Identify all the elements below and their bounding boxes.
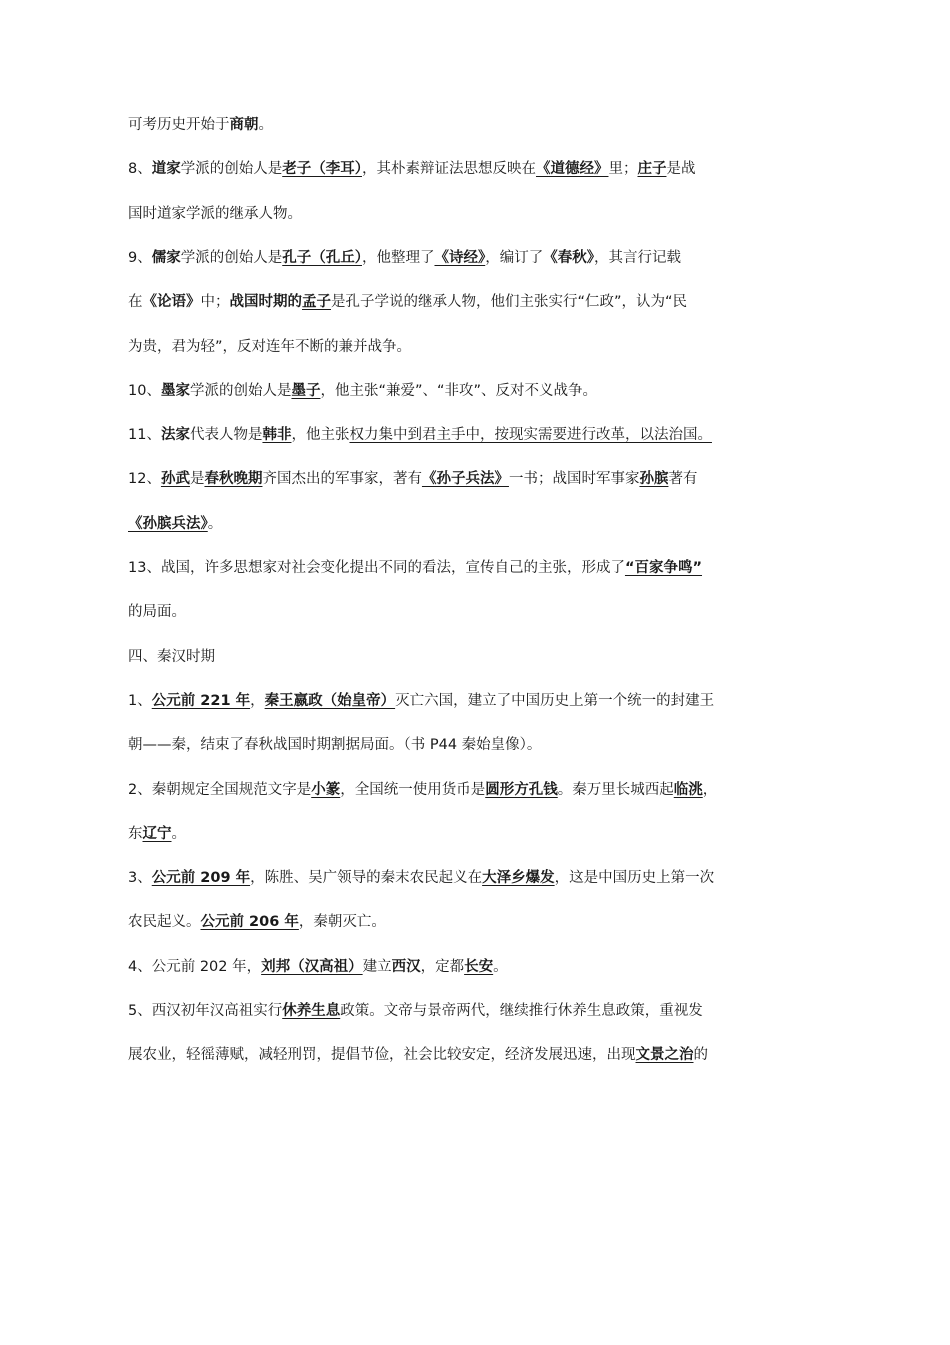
text-run: 学派的创始人是 xyxy=(180,161,283,178)
text-line xyxy=(128,291,728,313)
text-run: 休养生息 xyxy=(282,1003,341,1019)
text-run: 的局面。 xyxy=(128,604,186,621)
text-run: ，他整理了 xyxy=(361,249,435,266)
text-run: ， xyxy=(250,692,265,709)
text-line xyxy=(128,336,728,358)
text-run: ，其朴素辩证法思想反映在 xyxy=(361,161,536,178)
text-line xyxy=(128,424,728,446)
text-line xyxy=(128,601,728,623)
text-run: 是战 xyxy=(666,161,696,178)
text-run: 12、 xyxy=(128,471,161,488)
text-run: 孔子（孔丘） xyxy=(282,249,362,266)
text-run: 小篆 xyxy=(311,781,341,798)
text-run: 孙武 xyxy=(160,471,190,488)
text-run: 4、公元前 202 年， xyxy=(128,958,262,975)
text-run: 秦王嬴政（始皇帝） xyxy=(264,692,396,709)
text-run: ，编订了 xyxy=(485,249,544,266)
text-line xyxy=(128,114,728,136)
text-run: ， xyxy=(702,781,718,798)
text-run: ，他主张 xyxy=(291,427,350,444)
text-line xyxy=(128,779,728,801)
text-line xyxy=(128,734,728,756)
text-run: 圆形方孔钱 xyxy=(485,781,558,798)
text-run: 里； xyxy=(608,161,638,178)
text-run: 。 xyxy=(493,958,508,975)
text-run: ，他主张“兼爱”、“非攻”、反对不义战争。 xyxy=(320,382,597,399)
text-run: 齐国杰出的军事家，著有 xyxy=(262,471,422,488)
text-run: 。 xyxy=(207,515,223,532)
text-line xyxy=(128,823,728,845)
text-run: 墨子 xyxy=(291,382,321,399)
text-run: 5、西汉初年汉高祖实行 xyxy=(128,1003,283,1019)
text-run: 儒家 xyxy=(151,249,181,266)
text-run: 庄子 xyxy=(637,161,667,178)
text-run: 大泽乡爆发 xyxy=(482,870,555,887)
text-run: 的 xyxy=(693,1047,708,1064)
text-run: 西汉 xyxy=(391,958,421,975)
text-run: 战国时期的 xyxy=(229,294,302,311)
text-run: 公元前 209 年 xyxy=(151,870,251,887)
text-run: 学派的创始人是 xyxy=(180,249,283,266)
text-run: 临洮 xyxy=(673,781,703,798)
text-line xyxy=(128,158,728,180)
text-run: 展农业，轻徭薄赋，减轻刑罚，提倡节俭，社会比较安定，经济发展迅速，出现 xyxy=(128,1047,636,1064)
text-line xyxy=(128,247,728,269)
text-run: 韩非 xyxy=(262,427,292,444)
text-run: 孟子 xyxy=(302,294,331,311)
text-line xyxy=(128,557,728,579)
text-line xyxy=(128,1044,728,1066)
text-run: 2、秦朝规定全国规范文字是 xyxy=(128,781,312,798)
text-run: 建立 xyxy=(362,958,392,975)
text-run: 孙膑 xyxy=(639,471,669,488)
text-line xyxy=(128,867,728,889)
text-run: 朝——秦，结束了春秋战国时期割据局面。（书 P44 秦始皇像）。 xyxy=(128,737,542,754)
text-run: 3、 xyxy=(128,870,152,887)
text-run: 辽宁 xyxy=(142,825,172,842)
text-line xyxy=(128,203,728,225)
text-run: 可考历史开始于 xyxy=(128,117,230,133)
text-run: ，陈胜、吴广领导的秦末农民起义在 xyxy=(250,870,483,887)
text-run: ，全国统一使用货币是 xyxy=(340,781,486,798)
text-run: 农民起义。 xyxy=(128,914,201,931)
text-run: 公元前 221 年 xyxy=(151,692,251,709)
text-run: 四、秦汉时期 xyxy=(128,648,215,665)
text-run: 8、 xyxy=(128,161,152,178)
text-run: 权力集中到君主手中，按现实需要进行改革，以法治国。 xyxy=(349,427,712,444)
text-run: 《孙子兵法》 xyxy=(421,471,509,488)
text-run: 道家 xyxy=(151,161,181,178)
text-run: 老子（李耳） xyxy=(282,161,362,178)
text-run: ，定都 xyxy=(420,958,465,975)
text-run: 法家 xyxy=(160,427,190,444)
text-run: 刘邦（汉高祖） xyxy=(261,958,363,975)
text-run: 1、 xyxy=(128,692,152,709)
text-run: 公元前 206 年 xyxy=(200,914,299,931)
text-line xyxy=(128,646,728,668)
text-run: 《道德经》 xyxy=(535,161,609,178)
text-run: 为贵，君为轻”，反对连年不断的兼并战争。 xyxy=(128,338,412,355)
text-run: 一书；战国时军事家 xyxy=(508,471,640,488)
text-run: 《孙膑兵法》 xyxy=(128,515,208,532)
text-run: 著有 xyxy=(668,471,698,488)
text-run: ，秦朝灭亡。 xyxy=(298,914,386,931)
text-run: 9、 xyxy=(128,249,152,266)
text-run: 灭亡六国，建立了中国历史上第一个统一的封建王 xyxy=(395,692,715,709)
text-run: 国时道家学派的继承人物。 xyxy=(128,205,302,222)
text-run: 13、战国，许多思想家对社会变化提出不同的看法，宣传自己的主张，形成了 xyxy=(128,560,625,576)
text-run: 文景之治 xyxy=(635,1047,694,1064)
text-run: 长安 xyxy=(464,958,494,975)
text-run: 11、 xyxy=(128,427,161,444)
text-run: 东 xyxy=(128,825,143,842)
text-line xyxy=(128,911,728,933)
text-run: 商朝 xyxy=(229,117,259,133)
text-run: 在 xyxy=(128,294,143,311)
text-line xyxy=(128,1000,728,1022)
text-line xyxy=(128,690,728,712)
text-run: 中； xyxy=(200,294,230,311)
text-line xyxy=(128,956,728,978)
text-run: “百家争鸣” xyxy=(624,560,703,576)
text-run: 《诗经》 xyxy=(434,249,486,266)
text-run: 。 xyxy=(258,117,273,133)
text-run: 代表人物是 xyxy=(189,427,263,444)
text-run: 学派的创始人是 xyxy=(189,382,292,399)
text-run: 10、 xyxy=(128,382,161,399)
text-run: 政策。文帝与景帝两代，继续推行休养生息政策，重视发 xyxy=(340,1003,703,1019)
text-run: 是孔子学说的继承人物，他们主张实行“仁政”，认为“民 xyxy=(331,294,688,311)
text-run: 。 xyxy=(171,825,186,842)
text-run: ，这是中国历史上第一次 xyxy=(554,870,715,887)
text-run: 。秦万里长城西起 xyxy=(557,781,674,798)
text-run: 春秋晚期 xyxy=(204,471,263,488)
text-line xyxy=(128,380,728,402)
text-run: 墨家 xyxy=(160,382,190,399)
text-run: 是 xyxy=(189,471,205,488)
text-run: ，其言行记载 xyxy=(593,249,681,266)
text-line xyxy=(128,513,728,535)
text-line xyxy=(128,468,728,490)
text-run: 《论语》 xyxy=(142,294,201,311)
text-run: 《春秋》 xyxy=(543,249,594,266)
